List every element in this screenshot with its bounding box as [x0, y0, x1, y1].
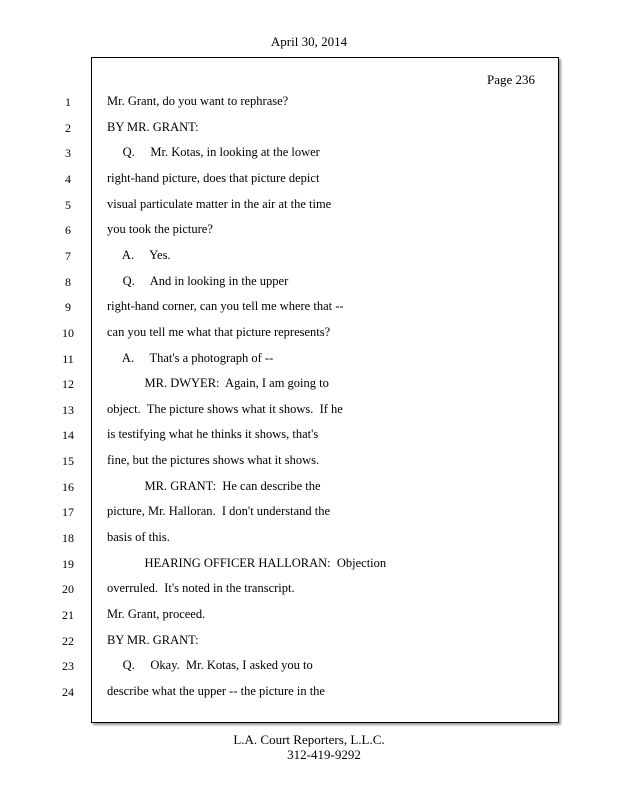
- transcript-line: picture, Mr. Halloran. I don't understand the: [107, 504, 331, 519]
- transcript-line: Mr. Grant, do you want to rephrase?: [107, 94, 289, 108]
- line-number: 11: [62, 351, 74, 366]
- transcript-line: Q. Okay. Mr. Kotas, I asked you to: [107, 658, 313, 673]
- transcript-line: describe what the upper -- the picture in the: [107, 683, 325, 698]
- line-number: 17: [62, 505, 74, 520]
- transcript-line: fine, but the pictures shows what it shows.: [107, 453, 320, 468]
- line-number: 24: [62, 684, 74, 699]
- transcript-line: overruled. It's noted in the transcript.: [107, 581, 295, 596]
- line-number: 18: [62, 531, 74, 546]
- transcript-line: A. Yes.: [107, 247, 171, 262]
- line-number: 2: [65, 120, 71, 135]
- line-number: 19: [62, 556, 74, 571]
- line-number: 6: [65, 223, 71, 238]
- transcript-line: is testifying what he thinks it shows, that's: [107, 427, 319, 442]
- transcript-line: MR. DWYER: Again, I am going to: [107, 376, 329, 391]
- transcript-line: BY MR. GRANT:: [107, 119, 199, 134]
- page-number: Page 236: [487, 72, 536, 87]
- transcript-line: Q. And in looking in the upper: [107, 273, 289, 288]
- transcript-line: HEARING OFFICER HALLORAN: Objection: [107, 555, 387, 570]
- transcript-line: Mr. Grant, proceed.: [107, 607, 206, 621]
- transcript-line: visual particulate matter in the air at the time: [107, 196, 332, 211]
- transcript-line: A. That's a photograph of --: [107, 350, 274, 365]
- line-number: 22: [62, 633, 74, 648]
- line-number: 16: [62, 479, 74, 494]
- footer-phone: 312-419-9292: [287, 747, 361, 762]
- line-number: 23: [62, 659, 74, 674]
- transcript-line: you took the picture?: [107, 222, 213, 237]
- transcript-line: right-hand picture, does that picture depict: [107, 170, 320, 185]
- line-number: 9: [65, 300, 71, 315]
- footer: [0, 732, 618, 762]
- line-number: 12: [62, 377, 74, 392]
- line-number: 4: [65, 171, 71, 186]
- line-number: 1: [65, 95, 71, 109]
- transcript-line: basis of this.: [107, 530, 170, 545]
- header-date: April 30, 2014: [270, 34, 348, 49]
- line-number: 3: [65, 146, 71, 161]
- line-number: 5: [65, 197, 71, 212]
- line-number: 21: [62, 608, 74, 622]
- transcript-line: Q. Mr. Kotas, in looking at the lower: [107, 145, 320, 160]
- transcript-line: BY MR. GRANT:: [107, 632, 199, 647]
- footer-company: L.A. Court Reporters, L.L.C.: [233, 732, 385, 747]
- line-number: 20: [62, 582, 74, 597]
- line-number: 7: [65, 248, 71, 263]
- line-number: 14: [62, 428, 74, 443]
- transcript-line: MR. GRANT: He can describe the: [107, 478, 321, 493]
- line-number: 10: [62, 325, 74, 340]
- line-number: 15: [62, 454, 74, 469]
- transcript-line: can you tell me what that picture represents?: [107, 324, 331, 339]
- line-number: 8: [65, 274, 71, 289]
- transcript-line: right-hand corner, can you tell me where that --: [107, 299, 344, 314]
- line-number: 13: [62, 402, 74, 417]
- transcript-line: object. The picture shows what it shows. If he: [107, 401, 343, 416]
